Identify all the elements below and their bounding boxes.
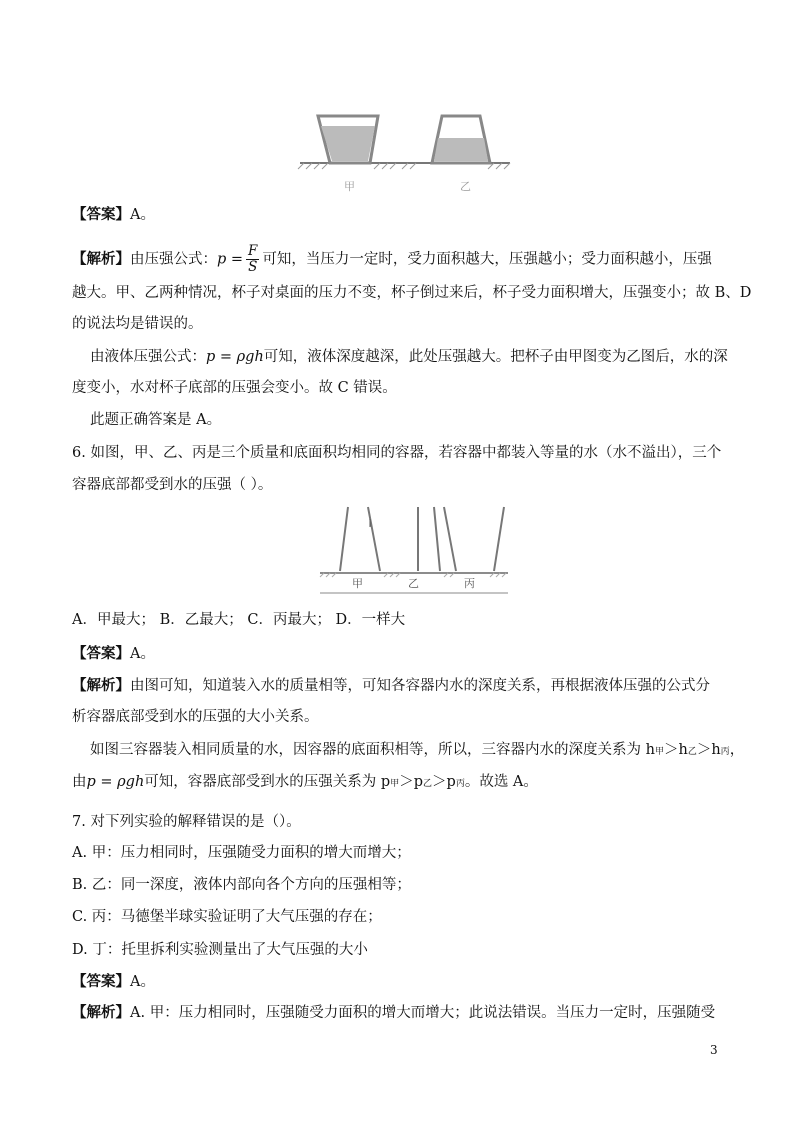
analysis1-intro: 由压强公式： — [130, 251, 217, 268]
analysis6-line4 — [72, 772, 538, 794]
answer-text: A。 — [130, 646, 155, 662]
answer-block-1 — [72, 205, 155, 225]
subscript-yi: 乙 — [423, 779, 433, 789]
analysis1-line5: 度变小，水对杯子底部的压强会变小。故 C 错误。 — [72, 380, 397, 396]
figure1-label-left: 甲 — [344, 180, 355, 193]
figure-containers — [318, 505, 513, 597]
question7-option-b: B. 乙：同一深度，液体内部向各个方向的压强相等； — [72, 877, 411, 893]
gt-h-2: ＞h — [696, 742, 721, 758]
analysis1-line1-rest: 可知，当压力一定时，受力面积越大，压强越小；受力面积越小，压强 — [262, 251, 712, 268]
fraction-denominator: S — [248, 259, 258, 275]
analysis6-line3 — [90, 740, 744, 762]
question7-stem: 7. 对下列实验的解释错误的是（）。 — [72, 814, 301, 830]
analysis-tag: 【解析】 — [72, 1004, 130, 1021]
liquid-pressure-formula: p = ρgh — [86, 774, 145, 790]
analysis6-line2: 析容器底部受到水的压强的大小关系。 — [72, 709, 319, 725]
container-label-yi: 乙 — [408, 577, 419, 590]
subscript-jia: 甲 — [654, 747, 664, 757]
analysis1-line2: 越大。甲、乙两种情况，杯子对桌面的压力不变，杯子倒过来后，杯子受力面积增大，压强变小；故 B、D — [72, 285, 752, 301]
page-number: 3 — [710, 1043, 718, 1057]
analysis1-line1 — [72, 244, 712, 275]
subscript-bing: 丙 — [455, 779, 465, 789]
figure1-label-right: 乙 — [460, 180, 471, 193]
pressure-formula-lhs: p = — [217, 251, 244, 268]
question6-line2: 容器底部都受到水的压强（ ）。 — [72, 477, 273, 493]
analysis-tag: 【解析】 — [72, 677, 130, 694]
container-label-jia: 甲 — [352, 577, 363, 590]
analysis6-line3-a: 如图三容器装入相同质量的水，因容器的底面积相等，所以，三容器内水的深度关系为 h — [90, 742, 655, 758]
question7-option-d: D. 丁：托里拆利实验测量出了大气压强的大小 — [72, 942, 368, 958]
analysis-tag: 【解析】 — [72, 250, 130, 268]
subscript-jia: 甲 — [390, 779, 400, 789]
answer-tag: 【答案】 — [72, 973, 130, 990]
analysis6-line4-end: 。故选 A。 — [464, 774, 538, 790]
answer-tag: 【答案】 — [72, 206, 130, 223]
analysis7-text: A. 甲：压力相同时，压强随受力面积的增大而增大；此说法错误。当压力一定时，压强随受 — [130, 1005, 716, 1021]
liquid-pressure-formula: p = ρgh — [206, 349, 264, 365]
answer-text: A。 — [130, 207, 155, 223]
subscript-yi: 乙 — [687, 747, 697, 757]
answer-text: A。 — [130, 974, 155, 990]
answer-block-6 — [72, 644, 155, 664]
analysis6-line4-a: 由 — [72, 774, 87, 790]
answer-block-7 — [72, 972, 155, 992]
answer-tag: 【答案】 — [72, 645, 130, 662]
question6-options: A．甲最大； B．乙最大； C．丙最大； D．一样大 — [72, 612, 406, 628]
gt-p-2: ＞p — [432, 774, 456, 790]
analysis1-line3: 的说法均是错误的。 — [72, 316, 203, 332]
question6-line1: 6. 如图，甲、乙、丙是三个质量和底面积均相同的容器，若容器中都装入等量的水（水不溢出），三个 — [72, 445, 722, 461]
analysis1-line4-intro: 由液体压强公式： — [90, 349, 206, 365]
container-label-bing: 丙 — [464, 577, 475, 590]
subscript-bing: 丙 — [720, 747, 730, 757]
gt-p-1: ＞p — [399, 774, 423, 790]
analysis1-line4 — [90, 347, 728, 367]
analysis1-line4-rest: 可知，液体深度越深，此处压强越大。把杯子由甲图变为乙图后，水的深 — [263, 349, 728, 365]
question7-option-c: C. 丙：马德堡半球实验证明了大气压强的存在； — [72, 909, 382, 925]
analysis6-line1 — [72, 676, 710, 696]
analysis1-line6: 此题正确答案是 A。 — [90, 412, 222, 428]
question7-option-a: A. 甲：压力相同时，压强随受力面积的增大而增大； — [72, 845, 411, 861]
fraction-numerator: F — [248, 243, 258, 259]
analysis6-line4-b: 可知，容器底部受到水的压强关系为 p — [144, 774, 391, 790]
figure-cups — [290, 108, 520, 198]
analysis6-line3-end: ， — [729, 742, 745, 758]
analysis6-line1-text: 由图可知，知道装入水的质量相等，可知各容器内水的深度关系，再根据液体压强的公式分 — [130, 678, 710, 694]
pressure-fraction — [246, 244, 259, 275]
gt-h-1: ＞h — [663, 742, 688, 758]
analysis7-line1 — [72, 1003, 715, 1023]
